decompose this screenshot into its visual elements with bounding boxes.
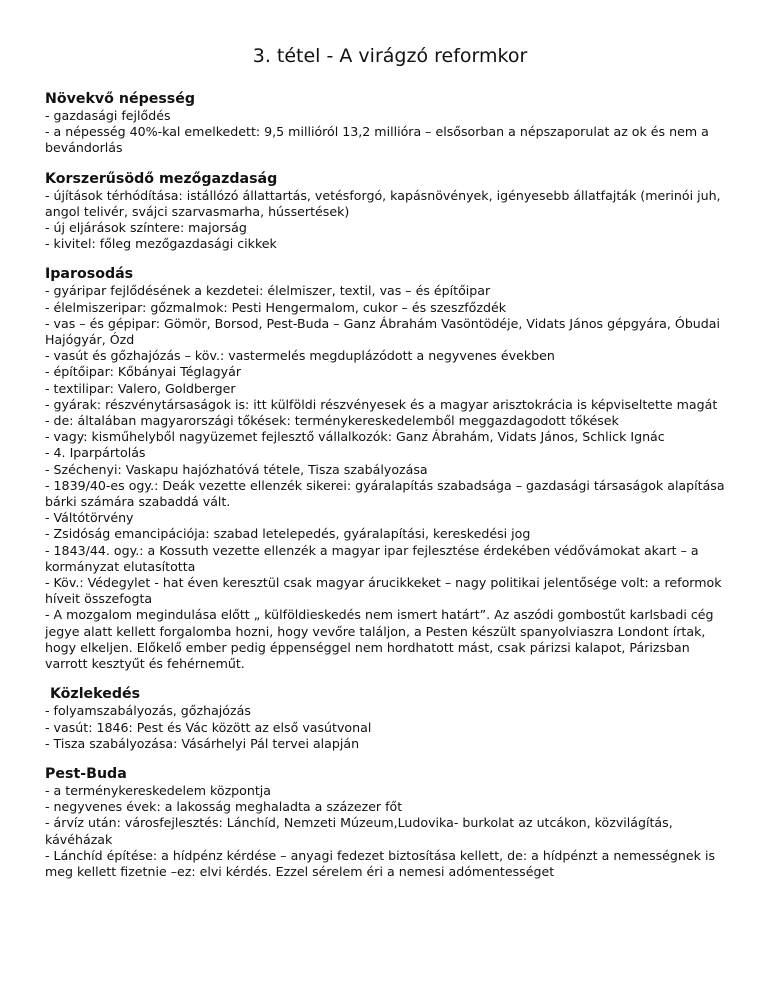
section-line: - a népesség 40%-kal emelkedett: 9,5 millióról 13,2 millióra – elsősorban a népszaporulat az ok és nem a bevándorlás (45, 124, 709, 156)
section-lines (45, 783, 735, 880)
section-line: - A mozgalom megindulása előtt „ külföldieskedés nem ismert határt”. Az aszódi gombostűt karlsbadi cég jegye alatt kellett forgalomba hozni, hogy vevőre találjon, a Pesten készült spanyolviaszra Londont írtak, hogy elkeljen. Előkelő ember pedig éppenséggel nem hordhatott mást, csak párizsi kalapot, Párizsban varrott kesztyűt és fehérneműt. (45, 607, 714, 672)
section-lines (45, 188, 735, 253)
document-section (45, 91, 735, 157)
document-section (45, 766, 735, 880)
document-section (45, 686, 735, 752)
section-line: - Váltótörvény (45, 510, 134, 526)
section-line: - folyamszabályozás, gőzhajózás (45, 703, 251, 719)
section-line: - élelmiszeripar: gőzmalmok: Pesti Hengermalom, cukor – és szeszfőzdék (45, 299, 507, 315)
section-line: - 1843/44. ogy.: a Kossuth vezette ellenzék a magyar ipar fejlesztése érdekében védővámokat akart – a kormányzat elutasította (45, 542, 699, 574)
section-line: - negyvenes évek: a lakosság meghaladta a százezer főt (45, 799, 403, 815)
section-line: - vagy: kisműhelyből nagyüzemet fejlesztő vállalkozók: Ganz Ábrahám, Vidats János, Schlick Ignác (45, 429, 665, 445)
section-heading: Iparosodás (45, 266, 134, 283)
section-line: - 1839/40-es ogy.: Deák vezette ellenzék sikerei: gyáralapítás szabadsága – gazdasági társaságok alapítása bárki számára szabaddá vált. (45, 477, 725, 510)
section-line: - vasút: 1846: Pest és Vác között az első vasútvonal (45, 719, 372, 735)
section-line: - textilipar: Valero, Goldberger (45, 380, 236, 396)
section-lines (45, 703, 735, 752)
section-heading: Növekvő népesség (45, 91, 196, 107)
section-line: - 4. Iparpártolás (45, 445, 146, 461)
section-heading: Korszerűsödő mezőgazdaság (45, 170, 278, 187)
section-line: - a terménykereskedelem központja (45, 782, 272, 798)
section-line: - gazdasági fejlődés (45, 108, 171, 123)
section-line: - kivitel: főleg mezőgazdasági cikkek (45, 236, 277, 252)
section-line: - gyáripar fejlődésének a kezdetei: élelmiszer, textil, vas – és építőipar (45, 283, 491, 299)
section-lines (45, 108, 735, 157)
section-line: - vasút és gőzhajózás – köv.: vastermelés megduplázódott a negyvenes években (45, 348, 555, 364)
section-line: - Köv.: Védegylet - hat éven keresztül csak magyar árucikkeket – nagy politikai jelentősége volt: a reformok híveit összefogta (45, 575, 722, 607)
section-line: - Zsidóság emancipációja: szabad letelepedés, gyáralapítási, kereskedési jog (45, 526, 531, 542)
section-line: - de: általában magyarországi tőkések: terménykereskedelemből meggazdagodott tőkések (45, 413, 619, 429)
section-line: - építőipar: Kőbányai Téglagyár (45, 364, 242, 380)
section-heading: Közlekedés (45, 686, 141, 703)
document-section (45, 266, 735, 672)
section-lines (45, 283, 735, 672)
section-line: - újítások térhódítása: istállózó állattartás, vetésforgó, kapásnövények, igényesebb állatfajták (merinói juh, angol telivér, svájci szarvasmarha, hússertések) (45, 187, 721, 219)
section-line: - árvíz után: városfejlesztés: Lánchíd, Nemzeti Múzeum,Ludovika- burkolat az utcákon, közvilágítás, kávéházak (45, 815, 673, 847)
document-page (45, 44, 735, 894)
document-section (45, 171, 735, 253)
document-body (45, 91, 735, 880)
section-line: - gyárak: részvénytársaságok is: itt külföldi részvényesek és a magyar arisztokrácia is képviseltette magát (45, 396, 718, 412)
section-line: - vas – és gépipar: Gömör, Borsod, Pest-Buda – Ganz Ábrahám Vasöntödéje, Vidats János gépgyára, Óbudai Hajógyár, Ózd (45, 315, 721, 348)
section-line: - Tisza szabályozása: Vásárhelyi Pál tervei alapján (45, 735, 360, 751)
section-heading: Pest-Buda (45, 765, 127, 782)
document-title: 3. tétel - A virágzó reformkor (252, 45, 528, 67)
section-line: - új eljárások színtere: majorság (45, 220, 247, 236)
section-line: - Széchenyi: Vaskapu hajózhatóvá tétele, Tisza szabályozása (45, 461, 428, 477)
section-line: - Lánchíd építése: a hídpénz kérdése – anyagi fedezet biztosítása kellett, de: a hídpénzt a nemességnek is meg kellett fizetnie –ez: elvi kérdés. Ezzel sérelem éri a nemesi adómentességet (45, 847, 716, 879)
